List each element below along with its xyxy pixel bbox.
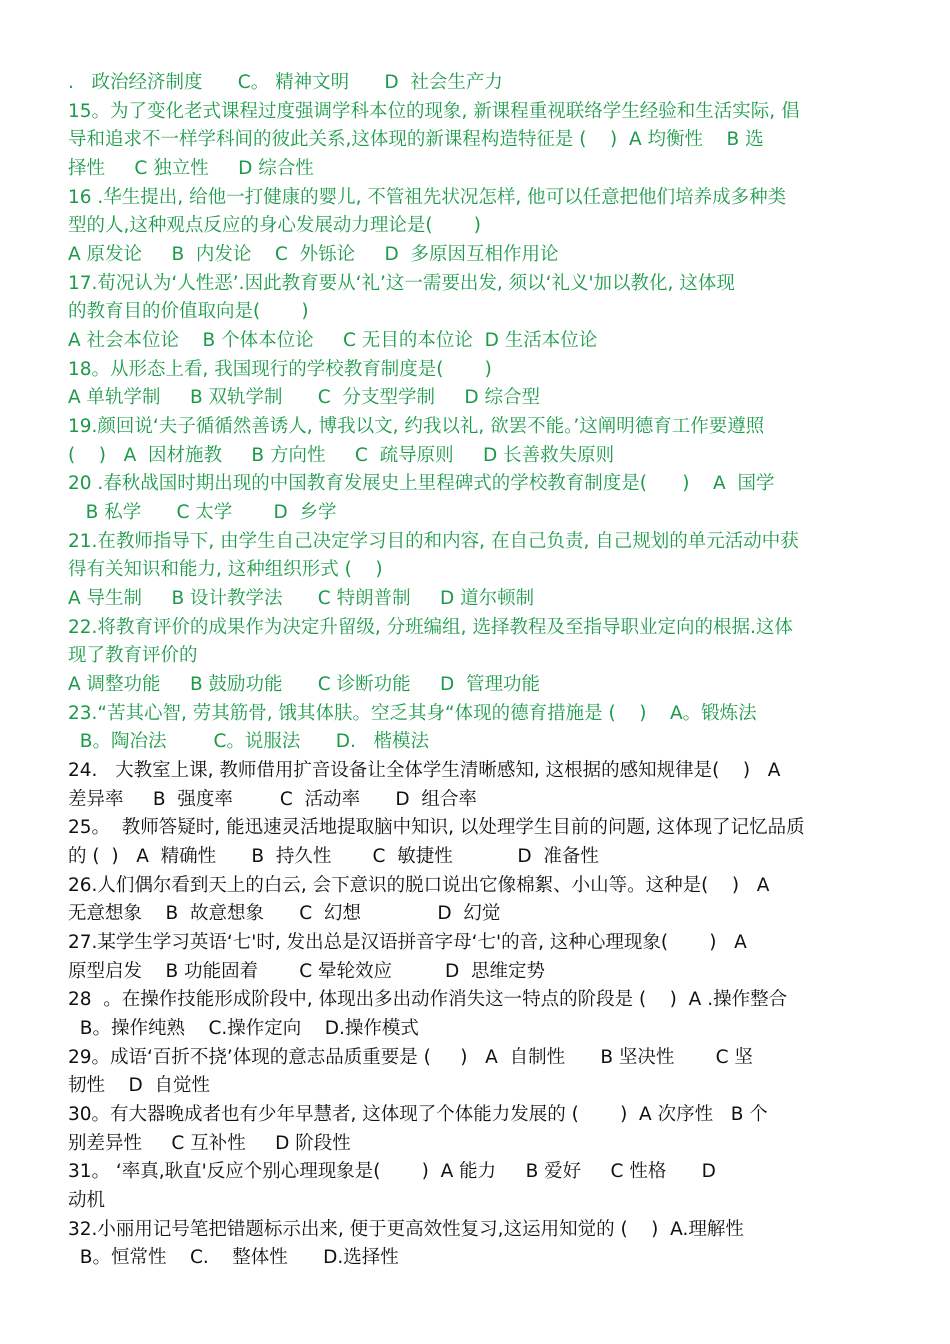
- question-31-line-1: 31。 ‘率真,耿直'反应个别心理现象是( ) A 能力 B 爱好 C 性格 D: [68, 1161, 716, 1182]
- question-27-line-1: 27.某学生学习英语‘七'时, 发出总是汉语拼音字母‘七'的音, 这种心理现象( ) A: [68, 932, 747, 953]
- question-20-line-1: 20 .春秋战国时期出现的中国教育发展史上里程碑式的学校教育制度是( ) A 国学: [68, 473, 775, 494]
- question-15-line-1: 15。为了变化老式课程过度强调学科本位的现象, 新课程重视联络学生经验和生活实际, 倡: [68, 101, 800, 122]
- question-23-options: B。陶冶法 C。说服法 D. 楷模法: [68, 731, 429, 752]
- question-24-options: 差异率 B 强度率 C 活动率 D 组合率: [68, 789, 477, 810]
- question-30-options: 别差异性 C 互补性 D 阶段性: [68, 1133, 351, 1154]
- question-19-options: ( ) A 因材施教 B 方向性 C 疏导原则 D 长善救失原则: [68, 445, 615, 466]
- question-19-line-1: 19.颜回说‘夫子循循然善诱人, 博我以文, 约我以礼, 欲罢不能。’这阐明德育工作要遵照: [68, 416, 765, 437]
- question-18-options: A 单轨学制 B 双轨学制 C 分支型学制 D 综合型: [68, 387, 541, 408]
- question-25-line-1: 25。 教师答疑时, 能迅速灵活地提取脑中知识, 以处理学生目前的问题, 这体现了记忆品质: [68, 817, 805, 838]
- question-20-options: B 私学 C 太学 D 乡学: [68, 502, 337, 523]
- question-28-options: B。操作纯熟 C.操作定向 D.操作模式: [68, 1018, 419, 1039]
- question-21-line-1: 21.在教师指导下, 由学生自己决定学习目的和内容, 在自己负责, 自己规划的单元活动中获: [68, 531, 799, 552]
- question-22-options: A 调整功能 B 鼓励功能 C 诊断功能 D 管理功能: [68, 674, 541, 695]
- question-17-options: A 社会本位论 B 个体本位论 C 无目的本位论 D 生活本位论: [68, 330, 598, 351]
- question-21-options: A 导生制 B 设计教学法 C 特朗普制 D 道尔顿制: [68, 588, 535, 609]
- question-32-options: B。恒常性 C. 整体性 D.选择性: [68, 1247, 399, 1268]
- question-26-line-1: 26.人们偶尔看到天上的白云, 会下意识的脱口说出它像棉絮、小山等。这种是( ) A: [68, 875, 770, 896]
- question-24-line-1: 24. 大教室上课, 教师借用扩音设备让全体学生清晰感知, 这根据的感知规律是( ) A: [68, 760, 781, 781]
- question-16-line-1: 16 .华生提出, 给他一打健康的婴儿, 不管祖先状况怎样, 他可以任意把他们培养成多种类: [68, 187, 787, 208]
- text-line: . 政治经济制度 C。 精神文明 D 社会生产力: [68, 72, 503, 93]
- question-32-line-1: 32.小丽用记号笔把错题标示出来, 便于更高效性复习,这运用知觉的 ( ) A.理解性: [68, 1219, 744, 1240]
- question-28-line-1: 28 。在操作技能形成阶段中, 体现出多出动作消失这一特点的阶段是 ( ) A .操作整合: [68, 989, 788, 1010]
- question-18-line-1: 18。从形态上看, 我国现行的学校教育制度是( ): [68, 359, 492, 380]
- question-27-options: 原型启发 B 功能固着 C 晕轮效应 D 思维定势: [68, 961, 545, 982]
- question-17-line-2: 的教育目的价值取向是( ): [68, 301, 309, 322]
- question-26-options: 无意想象 B 故意想象 C 幻想 D 幻觉: [68, 903, 501, 924]
- question-22-line-2: 现了教育评价的: [68, 645, 198, 666]
- question-22-line-1: 22.将教育评价的成果作为决定升留级, 分班编组, 选择教程及至指导职业定向的根据.这体: [68, 617, 793, 638]
- question-25-options: 的 ( ) A 精确性 B 持久性 C 敏捷性 D 准备性: [68, 846, 599, 867]
- question-31-options: 动机: [68, 1190, 106, 1211]
- question-29-options: 韧性 D 自觉性: [68, 1075, 211, 1096]
- question-17-line-1: 17.荀况认为‘人性恶’.因此教育要从‘礼’这一需要出发, 须以‘礼义'加以教化, 这体现: [68, 273, 735, 294]
- question-30-line-1: 30。有大器晚成者也有少年早慧者, 这体现了个体能力发展的 ( ) A 次序性 B 个: [68, 1104, 768, 1125]
- question-23-line-1: 23.“苦其心智, 劳其筋骨, 饿其体肤。空乏其身“体现的德育措施是 ( ) A。锻炼法: [68, 703, 757, 724]
- question-15-line-2: 导和追求不一样学科间的彼此关系,这体现的新课程构造特征是 ( ) A 均衡性 B 选: [68, 129, 764, 150]
- question-21-line-2: 得有关知识和能力, 这种组织形式 ( ): [68, 559, 383, 580]
- question-16-options: A 原发论 B 内发论 C 外铄论 D 多原因互相作用论: [68, 244, 559, 265]
- question-16-line-2: 型的人,这种观点反应的身心发展动力理论是( ): [68, 215, 481, 236]
- question-15-line-3: 择性 C 独立性 D 综合性: [68, 158, 314, 179]
- question-29-line-1: 29。成语‘百折不挠’体现的意志品质重要是 ( ) A 自制性 B 坚决性 C 坚: [68, 1047, 753, 1068]
